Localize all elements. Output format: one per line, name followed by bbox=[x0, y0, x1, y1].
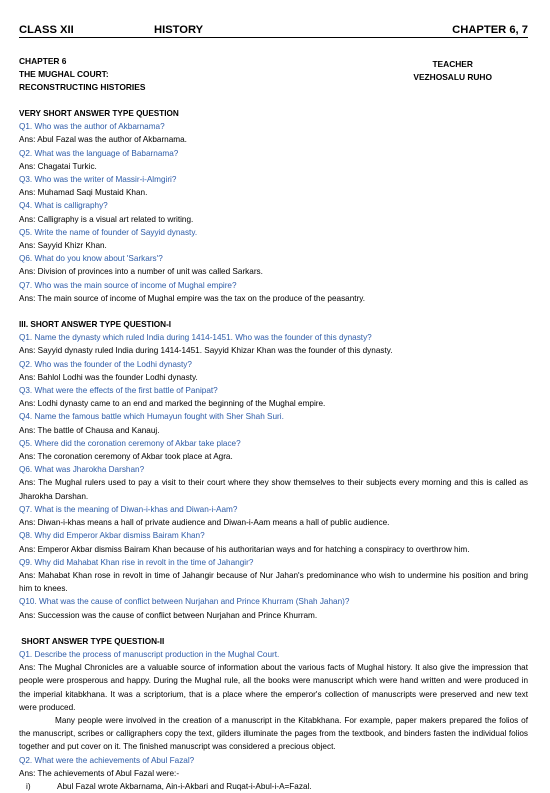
answer: Ans: The coronation ceremony of Akbar took place at Agra. bbox=[19, 452, 233, 462]
answer: Ans: Sayyid Khizr Khan. bbox=[19, 241, 107, 251]
question: Q4. What is calligraphy? bbox=[19, 201, 108, 211]
teacher-role: TEACHER bbox=[432, 59, 473, 69]
answer: Ans: The Mughal Chronicles are a valuable source of information about the various facts of Mughal history. It also give the impression that people were prosperous and happy. During the Mughal rule, all the books were manuscript which were hand written and were produced in the imperial kitabkhana. It was a scriptorium, that is a place where the emperor's collection of manuscripts were preserved and new text were produced. bbox=[19, 663, 528, 712]
answer: Ans: The battle of Chausa and Kanauj. bbox=[19, 425, 160, 435]
document-body bbox=[19, 107, 528, 793]
question: Q3. Who was the writer of Massir-i-Almgiri? bbox=[19, 175, 177, 185]
answer-paragraph: Many people were involved in the creation of a manuscript in the Kitabkhana. For example, paper makers prepared the folios of the manuscript, scribes or calligraphers copy the text, gilders illuminate the pages from the textbook, and binders fasten the individual folios together and put cover on it. The finished manuscript was considered a precious object. bbox=[19, 715, 528, 752]
answer: Ans: Abul Fazal was the author of Akbarnama. bbox=[19, 135, 187, 145]
question: Q1. Who was the author of Akbarnama? bbox=[19, 122, 165, 132]
question: Q3. What were the effects of the first battle of Panipat? bbox=[19, 386, 218, 396]
answer: Ans: Lodhi dynasty came to an end and marked the beginning of the Mughal empire. bbox=[19, 399, 326, 409]
chapter-number: CHAPTER 6 bbox=[19, 56, 67, 66]
answer: Ans: The main source of income of Mughal empire was the tax on the produce of the peasantry. bbox=[19, 293, 366, 303]
answer: Ans: Succession was the cause of conflict between Nurjahan and Prince Khurram. bbox=[19, 610, 318, 620]
answer: Ans: Emperor Akbar dismiss Bairam Khan because of his authoritarian ways and for hatching a conspiracy to overthrow him. bbox=[19, 544, 470, 554]
answer: Ans: The Mughal rulers used to pay a visit to their court where they show themselves to their subjects every morning and this is called as Jharokha Darshan. bbox=[19, 478, 528, 501]
question: Q5. Where did the coronation ceremony of Akbar take place? bbox=[19, 438, 241, 448]
question: Q8. Why did Emperor Akbar dismiss Bairam Khan? bbox=[19, 531, 205, 541]
question: Q9. Why did Mahabat Khan rise in revolt in the time of Jahangir? bbox=[19, 557, 254, 567]
question: Q6. What do you know about 'Sarkars'? bbox=[19, 254, 163, 264]
question: Q6. What was Jharokha Darshan? bbox=[19, 465, 145, 475]
question: Q2. What was the language of Babarnama? bbox=[19, 148, 179, 158]
chapter-title-line2: RECONSTRUCTING HISTORIES bbox=[19, 82, 146, 92]
answer: Ans: Division of provinces into a number of unit was called Sarkars. bbox=[19, 267, 263, 277]
question: Q2. What were the achievements of Abul Fazal? bbox=[19, 755, 195, 765]
question: Q10. What was the cause of conflict between Nurjahan and Prince Khurram (Shah Jahan)? bbox=[19, 597, 350, 607]
question: Q4. Name the famous battle which Humayun fought with Sher Shah Suri. bbox=[19, 412, 284, 422]
answer: Ans: Mahabat Khan rose in revolt in time of Jahangir because of Nur Jahan's predominance who wish to undermine his position and bring him to knees. bbox=[19, 570, 528, 594]
question: Q1. Name the dynasty which ruled India during 1414-1451. Who was the founder of this dynasty? bbox=[19, 333, 372, 343]
class-label: CLASS XII bbox=[19, 24, 74, 36]
question: Q1. Describe the process of manuscript production in the Mughal Court. bbox=[19, 649, 280, 659]
subject-label: HISTORY bbox=[154, 24, 204, 36]
question: Q7. Who was the main source of income of Mughal empire? bbox=[19, 280, 237, 290]
teacher-info bbox=[413, 58, 492, 84]
question: Q5. Write the name of founder of Sayyid dynasty. bbox=[19, 227, 198, 237]
question: Q7. What is the meaning of Diwan-i-khas and Diwan-i-Aam? bbox=[19, 504, 238, 514]
answer: Ans: The achievements of Abul Fazal were:- bbox=[19, 768, 180, 778]
answer: Ans: Bahlol Lodhi was the founder Lodhi dynasty. bbox=[19, 372, 198, 382]
section-title: III. SHORT ANSWER TYPE QUESTION-I bbox=[19, 320, 172, 330]
chapter-info bbox=[19, 55, 145, 94]
chapter-label: CHAPTER 6, 7 bbox=[452, 24, 528, 36]
list-text: Abul Fazal wrote Akbarnama, Ain-i-Akbari and Ruqat-i-Abul-i-A=Fazal. bbox=[57, 781, 312, 791]
answer: Ans: Muhamad Saqi Mustaid Khan. bbox=[19, 188, 148, 198]
page-header bbox=[19, 22, 528, 38]
teacher-name: VEZHOSALU RUHO bbox=[413, 72, 492, 82]
answer: Ans: Chagatai Turkic. bbox=[19, 161, 97, 171]
chapter-title-line1: THE MUGHAL COURT: bbox=[19, 69, 109, 79]
section-title: SHORT ANSWER TYPE QUESTION-II bbox=[19, 636, 165, 646]
answer: Ans: Calligraphy is a visual art related to writing. bbox=[19, 214, 194, 224]
question: Q2. Who was the founder of the Lodhi dynasty? bbox=[19, 359, 192, 369]
list-item bbox=[19, 780, 528, 793]
section-title: VERY SHORT ANSWER TYPE QUESTION bbox=[19, 109, 179, 118]
answer: Ans: Diwan-i-khas means a hall of private audience and Diwan-i-Aam means a hall of public audience. bbox=[19, 518, 390, 528]
answer: Ans: Sayyid dynasty ruled India during 1414-1451. Sayyid Khizar Khan was the founder of this dynasty. bbox=[19, 346, 393, 356]
list-number: i) bbox=[26, 781, 31, 791]
